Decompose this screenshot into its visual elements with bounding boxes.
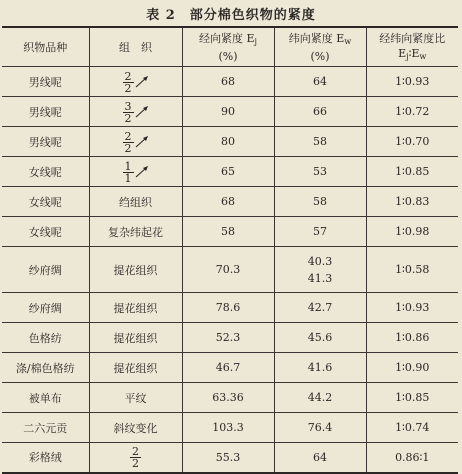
table-row [2, 97, 458, 127]
cell-ratio: 1∶0.58 [366, 247, 458, 293]
table-row [2, 443, 458, 473]
cell-weft: 58 [274, 127, 366, 157]
cell-warp: 103.3 [182, 413, 274, 443]
header-variety: 织物品种 [2, 27, 89, 67]
header-weft: 纬向紧度 $E_w$ (%) [274, 27, 366, 67]
header-warp: 经向紧度 $E_j$ (%) [182, 27, 274, 67]
cell-ratio: 1∶0.85 [366, 157, 458, 187]
header-ratio: 经纬向紧度比 $E_j∶E_w$ [366, 27, 458, 67]
weave-fraction: $\frac{3}{2}$ [123, 101, 149, 124]
cell-structure: 平纹 [89, 383, 182, 413]
cell-structure [89, 127, 182, 157]
cell-variety: 被单布 [2, 383, 89, 413]
cell-ratio: 1∶0.74 [366, 413, 458, 443]
cell-weft: 41.6 [274, 353, 366, 383]
cell-structure: 复杂纬起花 [89, 217, 182, 247]
table-row [2, 353, 458, 383]
cell-warp: 52.3 [182, 323, 274, 353]
table-row [2, 187, 458, 217]
table-row [2, 247, 458, 293]
cell-structure: 提花组织 [89, 323, 182, 353]
table-title: 表 2 部分棉色织物的紧度 [146, 8, 316, 23]
cell-ratio: 1∶0.93 [366, 293, 458, 323]
cell-warp: 80 [182, 127, 274, 157]
cell-variety: 彩格绒 [2, 443, 89, 473]
table-row [2, 383, 458, 413]
cell-weft: 45.6 [274, 323, 366, 353]
cell-structure [89, 67, 182, 97]
cell-weft: 40.3 41.3 [274, 247, 366, 293]
cell-ratio: 1∶0.85 [366, 383, 458, 413]
diagonal-arrow-icon [135, 76, 149, 88]
table-row [2, 67, 458, 97]
cell-structure [89, 97, 182, 127]
cell-ratio: 0.86∶1 [366, 443, 458, 473]
cell-variety: 男线呢 [2, 97, 89, 127]
table-row [2, 413, 458, 443]
cell-variety: 男线呢 [2, 127, 89, 157]
cell-structure: 绉组织 [89, 187, 182, 217]
header-row [2, 27, 458, 67]
cell-ratio: 1∶0.86 [366, 323, 458, 353]
cell-warp: 68 [182, 187, 274, 217]
cell-warp: 63.36 [182, 383, 274, 413]
cell-structure: 提花组织 [89, 353, 182, 383]
weave-fraction: $\frac{2}{2}$ [123, 131, 149, 154]
cell-weft: 44.2 [274, 383, 366, 413]
cell-warp: 65 [182, 157, 274, 187]
cell-structure: 斜纹变化 [89, 413, 182, 443]
cell-weft: 66 [274, 97, 366, 127]
cell-variety: 纱府绸 [2, 293, 89, 323]
cell-structure: 提花组织 [89, 293, 182, 323]
weave-fraction: $\frac{2}{2}$ [132, 445, 139, 471]
cell-structure: 提花组织 [89, 247, 182, 293]
cell-warp: 55.3 [182, 443, 274, 473]
diagonal-arrow-icon [135, 166, 149, 178]
cell-variety: 色格纺 [2, 323, 89, 353]
weave-fraction: $\frac{2}{2}$ [123, 71, 149, 94]
table-row [2, 157, 458, 187]
table-row [2, 127, 458, 157]
cell-weft: 53 [274, 157, 366, 187]
cell-weft: 64 [274, 67, 366, 97]
cell-weft: 42.7 [274, 293, 366, 323]
cell-warp: 68 [182, 67, 274, 97]
cell-warp: 58 [182, 217, 274, 247]
cell-weft: 64 [274, 443, 366, 473]
cell-warp: 78.6 [182, 293, 274, 323]
cell-ratio: 1∶0.72 [366, 97, 458, 127]
cell-ratio: 1∶0.70 [366, 127, 458, 157]
cell-structure [89, 443, 182, 473]
cell-variety: 涤/棉色格纺 [2, 353, 89, 383]
cell-structure [89, 157, 182, 187]
header-structure: 组 织 [89, 27, 182, 67]
cell-variety: 女线呢 [2, 217, 89, 247]
cell-variety: 二六元贡 [2, 413, 89, 443]
cell-variety: 纱府绸 [2, 247, 89, 293]
cell-weft: 57 [274, 217, 366, 247]
cell-warp: 46.7 [182, 353, 274, 383]
cell-ratio: 1∶0.93 [366, 67, 458, 97]
table-row [2, 217, 458, 247]
table-row [2, 323, 458, 353]
cell-variety: 男线呢 [2, 67, 89, 97]
cell-warp: 70.3 [182, 247, 274, 293]
tightness-table [2, 26, 458, 474]
cell-weft: 76.4 [274, 413, 366, 443]
diagonal-arrow-icon [135, 136, 149, 148]
table-row [2, 293, 458, 323]
diagonal-arrow-icon [135, 106, 149, 118]
cell-warp: 90 [182, 97, 274, 127]
cell-variety: 女线呢 [2, 187, 89, 217]
cell-weft: 58 [274, 187, 366, 217]
cell-ratio: 1∶0.90 [366, 353, 458, 383]
cell-ratio: 1∶0.98 [366, 217, 458, 247]
weave-fraction: $\frac{1}{1}$ [123, 161, 149, 184]
cell-variety: 女线呢 [2, 157, 89, 187]
cell-ratio: 1∶0.83 [366, 187, 458, 217]
